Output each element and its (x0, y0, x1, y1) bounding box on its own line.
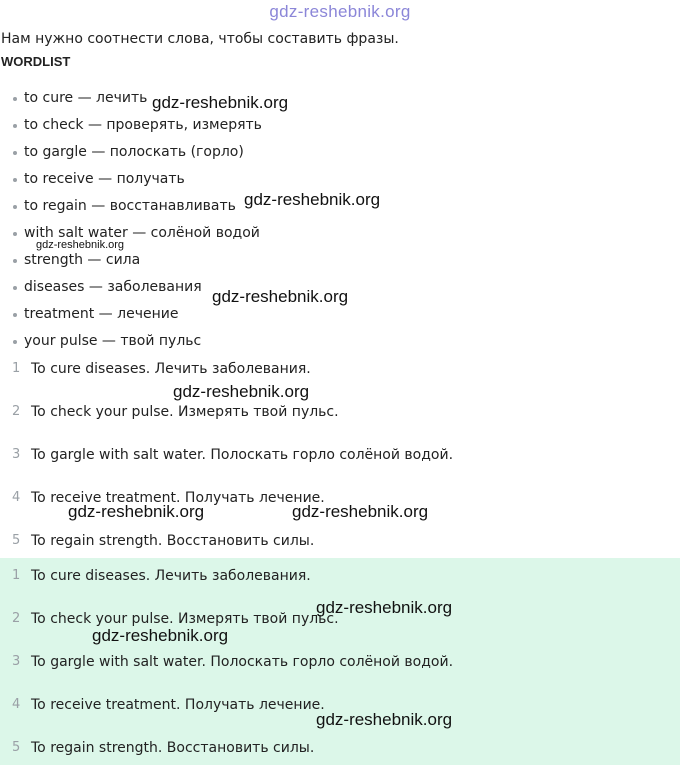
watermark: gdz-reshebnik.org (212, 287, 349, 306)
bullet-icon (13, 178, 17, 182)
bullet-icon (13, 259, 17, 263)
answer-highlight-box: 1 To cure diseases. Лечить заболевания. 2 To check your pulse. Измерять твой пульс. 3 To gargle with salt water. Полоскать горло солёной водой. 4 To receive treatment. Получать лечение. 5 To regain strength. Восстановить силы. (0, 558, 680, 765)
bullet-icon (13, 97, 17, 101)
bullet-icon (13, 286, 17, 290)
watermark: gdz-reshebnik.org (68, 502, 205, 521)
intro-text: Нам нужно соотнести слова, чтобы составить фразы. (1, 31, 399, 47)
bullet-icon (13, 205, 17, 209)
watermark: gdz-reshebnik.org (292, 502, 429, 521)
site-header-link[interactable]: gdz-reshebnik.org (269, 2, 411, 21)
bullet-icon (13, 124, 17, 128)
watermark: gdz-reshebnik.org (173, 382, 310, 401)
watermark: gdz-reshebnik.org (316, 710, 453, 729)
bullet-icon (13, 232, 17, 236)
wordlist-title: WORDLIST (1, 54, 71, 69)
watermark: gdz-reshebnik.org (36, 239, 125, 251)
watermark: gdz-reshebnik.org (316, 598, 453, 617)
bullet-icon (13, 340, 17, 344)
bullet-icon (13, 151, 17, 155)
watermark: gdz-reshebnik.org (244, 190, 381, 209)
bullet-icon (13, 313, 17, 317)
watermark: gdz-reshebnik.org (92, 626, 229, 645)
watermark: gdz-reshebnik.org (152, 93, 289, 112)
